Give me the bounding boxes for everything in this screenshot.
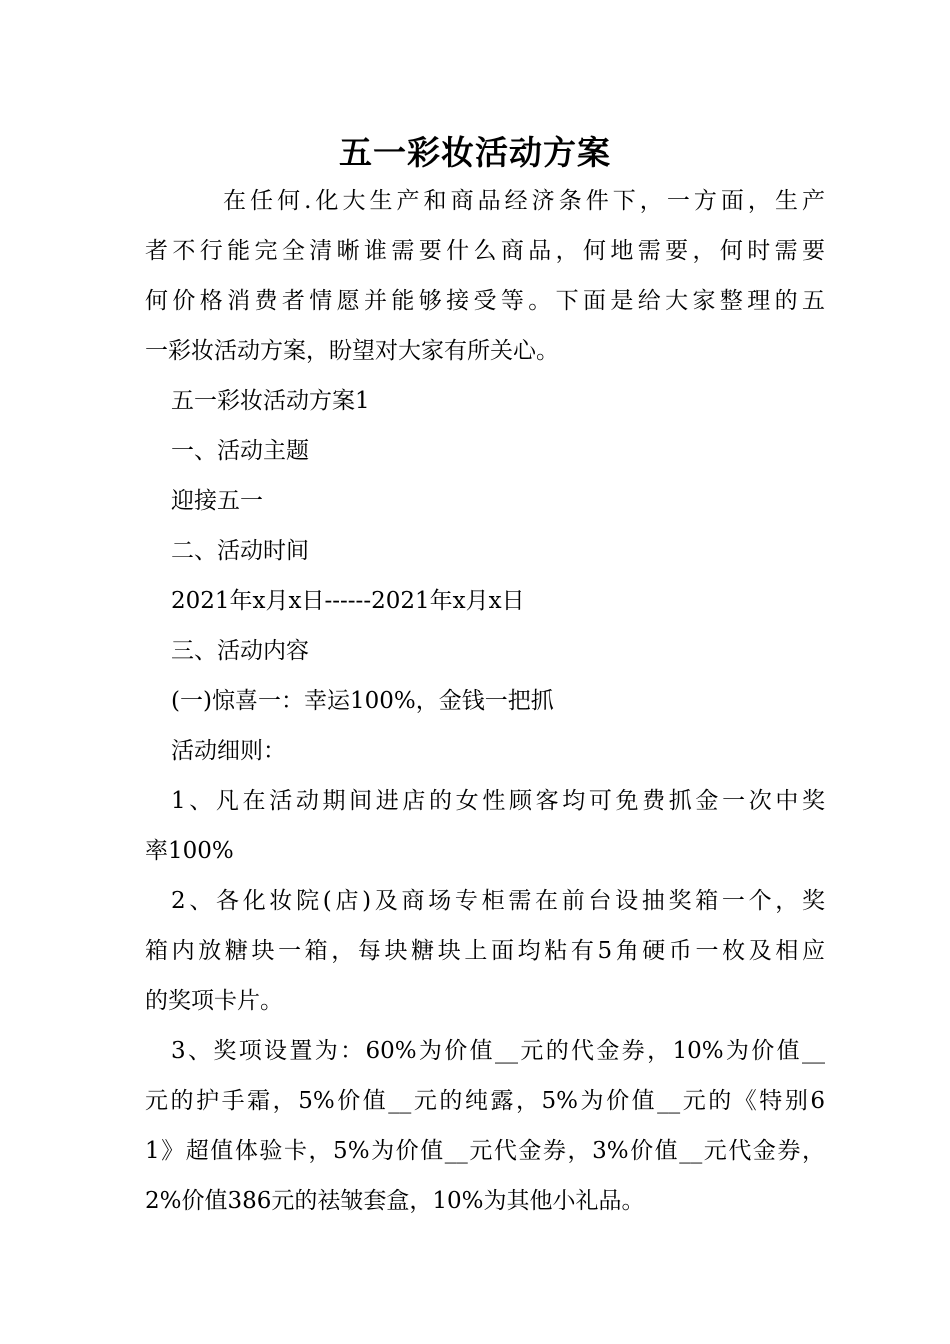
paragraph-line: 1》超值体验卡，5%为价值__元代金券，3%价值__元代金券， xyxy=(145,1138,825,1164)
section-heading: 二、活动时间 xyxy=(171,538,309,564)
paragraph-line: 3、奖项设置为：60%为价值__元的代金券，10%为价值__ xyxy=(171,1038,825,1064)
paragraph-line: 迎接五一 xyxy=(171,488,263,514)
paragraph-line: 2、各化妆院(店)及商场专柜需在前台设抽奖箱一个，奖 xyxy=(171,888,825,914)
paragraph-line: 者不行能完全清晰谁需要什么商品，何地需要，何时需要 xyxy=(145,238,825,264)
paragraph-line: (一)惊喜一：幸运100%，金钱一把抓 xyxy=(171,688,554,714)
paragraph-line: 箱内放糖块一箱，每块糖块上面均粘有5角硬币一枚及相应 xyxy=(145,938,825,964)
section-heading: 三、活动内容 xyxy=(171,638,309,664)
paragraph-line: 的奖项卡片。 xyxy=(145,988,283,1014)
paragraph-line: 一彩妆活动方案，盼望对大家有所关心。 xyxy=(145,338,559,364)
paragraph-line: 在任何.化大生产和商品经济条件下，一方面，生产 xyxy=(223,188,825,214)
paragraph-line: 率100% xyxy=(145,838,234,864)
section-heading: 五一彩妆活动方案1 xyxy=(171,388,370,414)
paragraph-line: 活动细则： xyxy=(171,738,286,764)
paragraph-line: 何价格消费者情愿并能够接受等。下面是给大家整理的五 xyxy=(145,288,825,314)
section-heading: 一、活动主题 xyxy=(171,438,309,464)
paragraph-line: 2%价值386元的祛皱套盒，10%为其他小礼品。 xyxy=(145,1188,645,1214)
paragraph-line: 元的护手霜，5%价值__元的纯露，5%为价值__元的《特别6 xyxy=(145,1088,825,1114)
paragraph-line: 2021年x月x日------2021年x月x日 xyxy=(171,588,525,614)
document-title: 五一彩妆活动方案 xyxy=(339,133,611,172)
paragraph-line: 1、凡在活动期间进店的女性顾客均可免费抓金一次中奖 xyxy=(171,788,825,814)
